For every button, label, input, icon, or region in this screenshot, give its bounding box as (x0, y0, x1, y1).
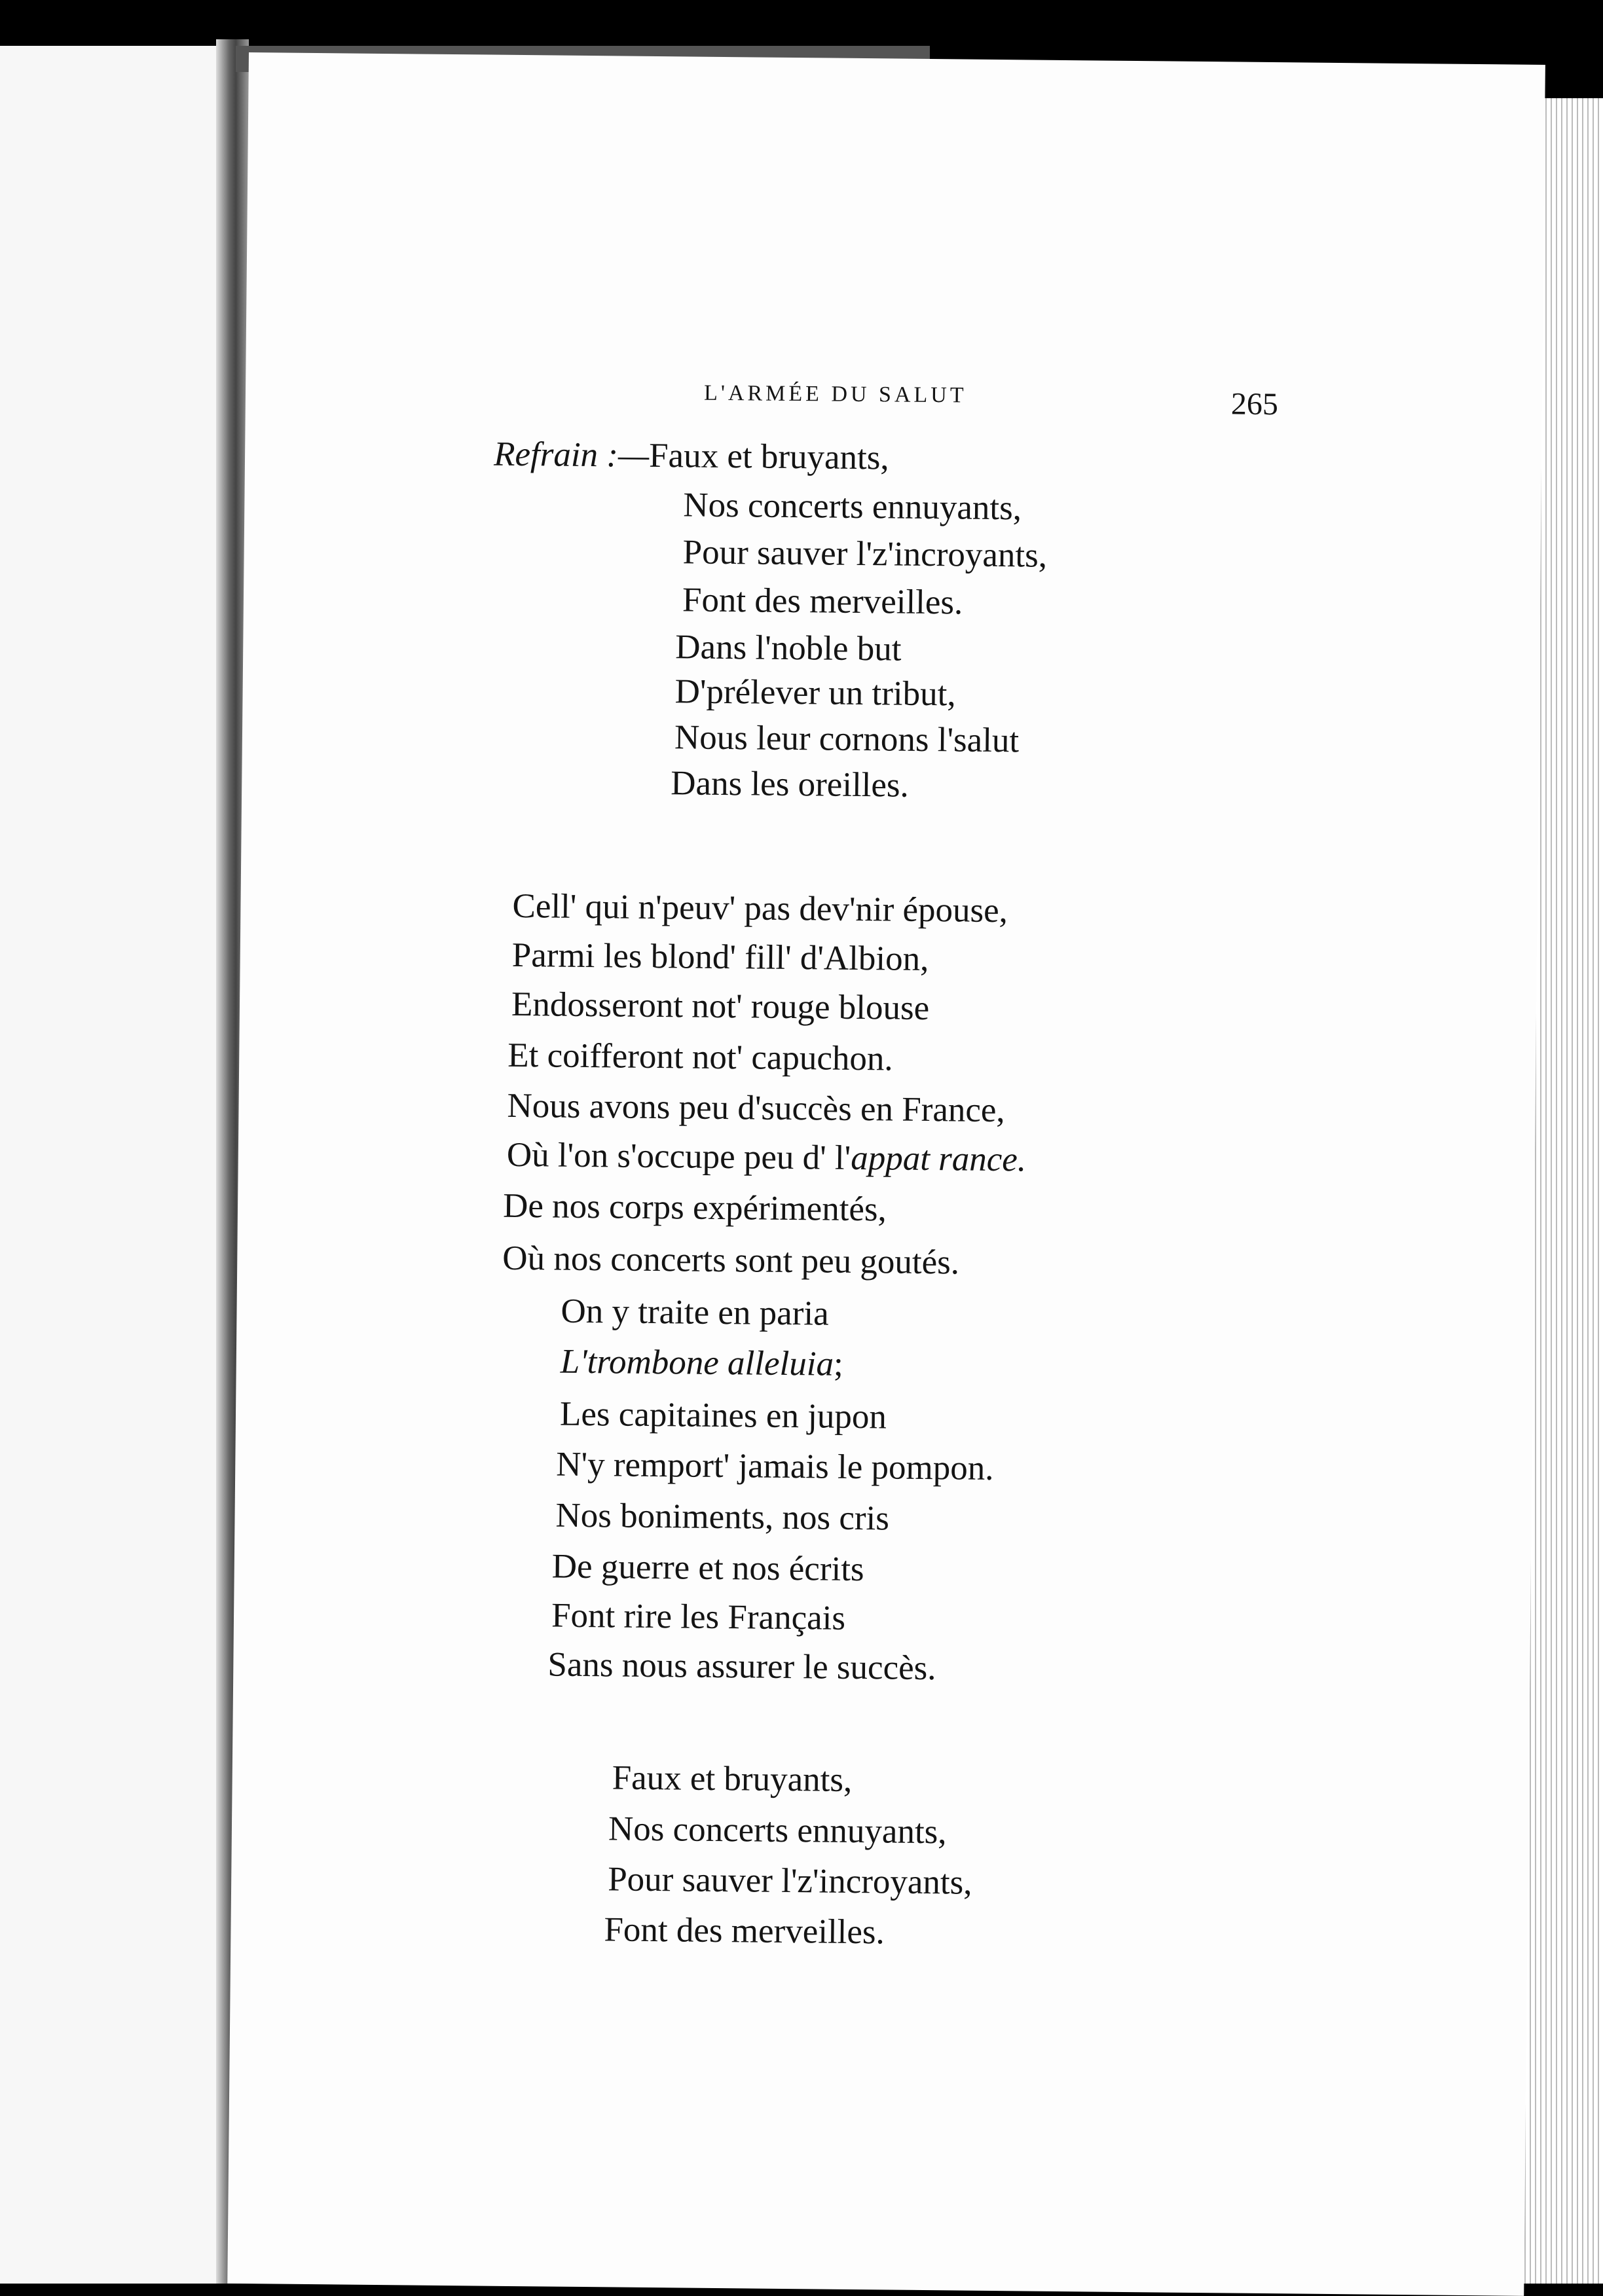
verse-line: Font des merveilles. (682, 581, 963, 622)
verse-line: Nous avons peu d'succès en France, (507, 1086, 1005, 1130)
verse-line: N'y remport' jamais le pompon. (556, 1445, 994, 1488)
verse-line: Pour sauver l'z'incroyants, (607, 1860, 972, 1902)
verse-line: On y traite en paria (561, 1292, 829, 1333)
verse-line: Dans les oreilles. (671, 764, 910, 805)
verse-line: Dans l'noble but (675, 628, 902, 668)
verse-line: Faux et bruyants, (612, 1758, 853, 1799)
verse-line: Nos concerts ennuyants, (608, 1810, 947, 1851)
verse-line: Nos concerts ennuyants, (683, 486, 1022, 528)
page-number: 265 (1230, 386, 1279, 422)
verse-line: Font rire les Français (551, 1596, 846, 1637)
book-page (227, 52, 1545, 2296)
verse-italic-text: appat rance. (850, 1139, 1027, 1179)
running-head: L'ARMÉE DU SALUT (703, 380, 967, 408)
verse-line: Endosseront not' rouge blouse (511, 985, 930, 1028)
verse-line: Et coifferont not' capuchon. (507, 1036, 894, 1078)
verse-line: Les capitaines en jupon (559, 1394, 887, 1436)
refrain-label: Refrain :— (493, 435, 650, 475)
refrain-first-verse: Faux et bruyants, (648, 436, 889, 477)
verse-line (561, 1342, 843, 1384)
verse-line: Font des merveilles. (604, 1910, 885, 1952)
verse-line: Cell' qui n'peuv' pas dev'nir épouse, (512, 886, 1008, 930)
facing-page (0, 46, 226, 2284)
verse-line: D'prélever un tribut, (674, 672, 956, 714)
verse-line: Où nos concerts sont peu goutés. (502, 1239, 960, 1282)
verse-text: Où l'on s'occupe peu d' l' (506, 1135, 851, 1177)
verse-line: Pour sauver l'z'incroyants, (682, 533, 1048, 575)
verse-italic-text: L'trombone alleluia (560, 1342, 834, 1383)
verse-line: Sans nous assurer le succès. (547, 1645, 936, 1688)
verse-line: De guerre et nos écrits (551, 1547, 864, 1589)
verse-line: Nos boniments, nos cris (555, 1496, 890, 1538)
verse-line: Parmi les blond' fill' d'Albion, (511, 936, 929, 979)
verse-line: De nos corps expérimentés, (502, 1186, 887, 1229)
refrain-line (494, 435, 889, 478)
verse-line: Nous leur cornons l'salut (674, 718, 1020, 760)
verse-line (507, 1135, 1027, 1180)
verse-punctuation: ; (833, 1345, 843, 1383)
